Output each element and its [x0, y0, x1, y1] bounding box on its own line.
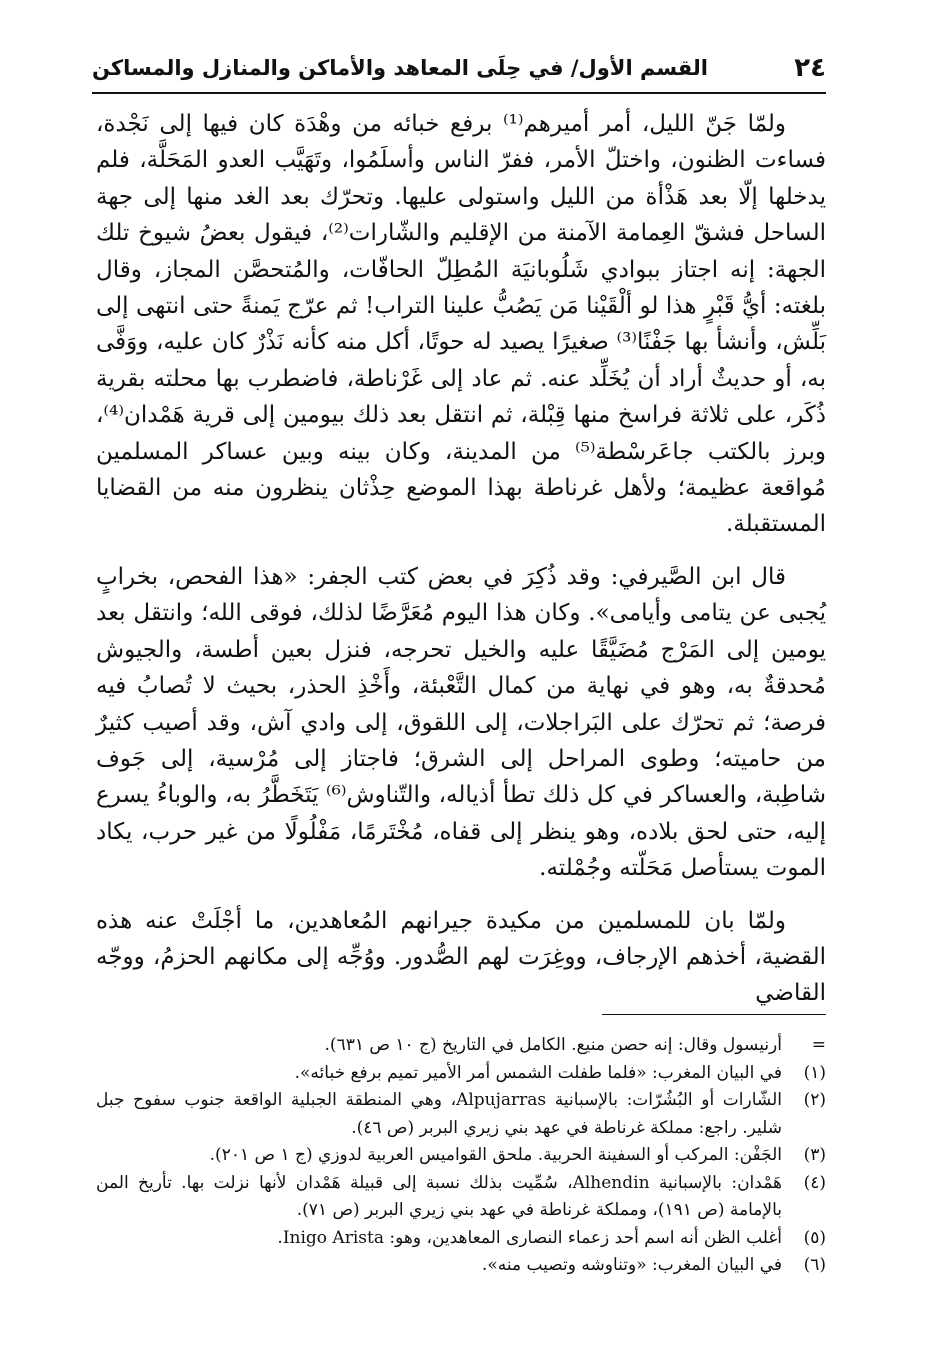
paragraph: ولمّا بان للمسلمين من مكيدة جيرانهم المُعاهدين، ما أجْلَتْ عنه هذه القضية، أخذهم الإرجاف، ووغِرَت لهم الصُّدور. ووُجِّه إلى مكانهم الحزمُ، ووجّه القاضي: [96, 907, 826, 1007]
header-rule: [92, 92, 826, 94]
main-text: [96, 106, 826, 1012]
footnote-text: الجَفْن: المركب أو السفينة الحربية. ملحق القواميس العربية لدوزي (ج ١ ص ٢٠١).: [209, 1145, 782, 1165]
running-header: [92, 42, 826, 88]
footnote-mark: (٢): [803, 1090, 826, 1110]
paragraph: قال ابن الصَّيرفي: وقد ذُكِرَ في بعض كتب الجفر: «هذا الفحص، بخرابٍ يُجبى عن يتامى وأيامى». وكان هذا اليوم مُعَرَّضًا لذلك، فوقى الله؛ وانتقل بعد يومين إلى المَرْج مُضَيَّقًا عليه والخيل تحرجه، فنزل بعين أطسة، والجيوش مُحدقةٌ به، وهو في نهاية من كمال التَّعْبئة، وأَخْذِ الحذر، بحيث لا تُصابُ فيه فرصة؛ ثم تحرّك على البَراجلات، إلى اللقوق، إلى وادي آش، وقد أصيب كثيرٌ من حاميته؛ وطوى المراحل إلى الشرق؛ فاجتاز إلى مُرْسية، إلى جَوف شاطِبة، والعساكر في كل ذلك تطأ أذياله، والتّناوش⁽⁶⁾ يَتَخَطَّرُ به، والوباءُ يسرع إليه، حتى لحق بلاده، وهو ينظر إلى قفاه، مُخْتَرمًا، مَفْلُولًا من غير حرب، يكاد الموت يستأصل مَحَلّته وجُمْلته.: [96, 563, 826, 882]
footnote-text: أرنيسول وقال: إنه حصن منيع. الكامل في التاريخ (ج ١٠ ص ٦٣١).: [324, 1035, 782, 1055]
footnote: [96, 1142, 826, 1170]
footnote: [96, 1087, 826, 1142]
footnote-text: الشّارات أو البُشُرّات: بالإسبانية Alpujarras، وهي المنطقة الجبلية الواقعة جنوب سفوح جبل شلير. راجع: مملكة غرناطة في عهد بني زيري البربر (ص ٤٦).: [96, 1090, 782, 1138]
footnote: [96, 1252, 826, 1280]
footnote-mark: (٣): [803, 1145, 826, 1165]
running-title: القسم الأول/ في حِلَى المعاهد والأماكن والمنازل والمساكن: [92, 56, 708, 80]
page-number: ٢٤: [794, 53, 826, 83]
footnote-mark: (٤): [803, 1172, 826, 1193]
footnote-separator: [602, 1014, 826, 1015]
footnote-text: في البيان المغرب: «وتناوشه وتصيب منه».: [481, 1255, 782, 1275]
footnote: [96, 1170, 826, 1225]
footnote-mark: (١): [803, 1062, 826, 1083]
paragraph: ولمّا جَنّ الليل، أمر أميرهم⁽¹⁾ برفع خبائه من وهْدَة كان فيها إلى نَجْدة، فساءت الظنون، واختلّ الأمر، ففرّ الناس وأسلَمُوا، وتَهَيَّب العدو المَحَلَّة، فلم يدخلها إلّا بعد هَذْأة من الليل واستولى عليها. وتحرّك بعد الغد منها إلى جهة الساحل فشقّ العِمامة الآمنة من الإقليم والشّارات⁽²⁾، فيقول بعضُ شيوخ تلك الجهة: إنه اجتاز ببوادي شَلُوبانيَة المُطِلّ الحافّات، والمُتحصَّن المجاز، وقال بلغته: أيُّ قَبْرٍ هذا لو ألْقَيْنا مَن يَصُبُّ علينا التراب! ثم عرّج يَمنةً حتى انتهى إلى بَلِّش، وأنشأ بها جَفْنًا⁽³⁾ صغيرًا يصيد له حوتًا، أكل منه كأنه نَذْرٌ كان عليه، ووَفَّى به، أو حديثٌ أراد أن يُخَلِّد عنه. ثم عاد إلى غَرْناطة، فاضطرب بها محلته بقرية ذُكَر، على ثلاثة فراسخ منها قِبْلة، ثم انتقل بعد ذلك بيومين إلى قرية هَمْدان⁽⁴⁾، وبرز بالكتب جاعَرسْطة⁽⁵⁾ من المدينة، وكان بينه وبين عساكر المسلمين مُواقعة عظيمة؛ ولأهل غرناطة بهذا الموضع حِذْثان ينظرون منه من القضايا المستقبلة.: [96, 111, 826, 538]
footnote: [96, 1225, 826, 1253]
footnotes: [96, 1032, 826, 1280]
footnote-text: أغلب الظن أنه اسم أحد زعماء النصارى المعاهدين، وهو: Inigo Arista.: [277, 1227, 782, 1248]
footnote-mark: (٥): [803, 1227, 826, 1248]
footnote-mark: =: [811, 1035, 826, 1055]
footnote-text: في البيان المغرب: «فلما طفلت الشمس أمر الأمير تميم برفع خبائه».: [294, 1062, 782, 1083]
footnote: [96, 1060, 826, 1088]
footnote-mark: (٦): [803, 1255, 826, 1275]
footnote-text: هَمْدان: بالإسبانية Alhendin، سُمِّيت بذلك نسبة إلى قبيلة هَمْدان لأنها نزلت بها. تأريخ المن بالإمامة (ص ١٩١)، ومملكة غرناطة في عهد بني زيري البربر (ص ٧١).: [96, 1172, 782, 1220]
footnote: [96, 1032, 826, 1060]
